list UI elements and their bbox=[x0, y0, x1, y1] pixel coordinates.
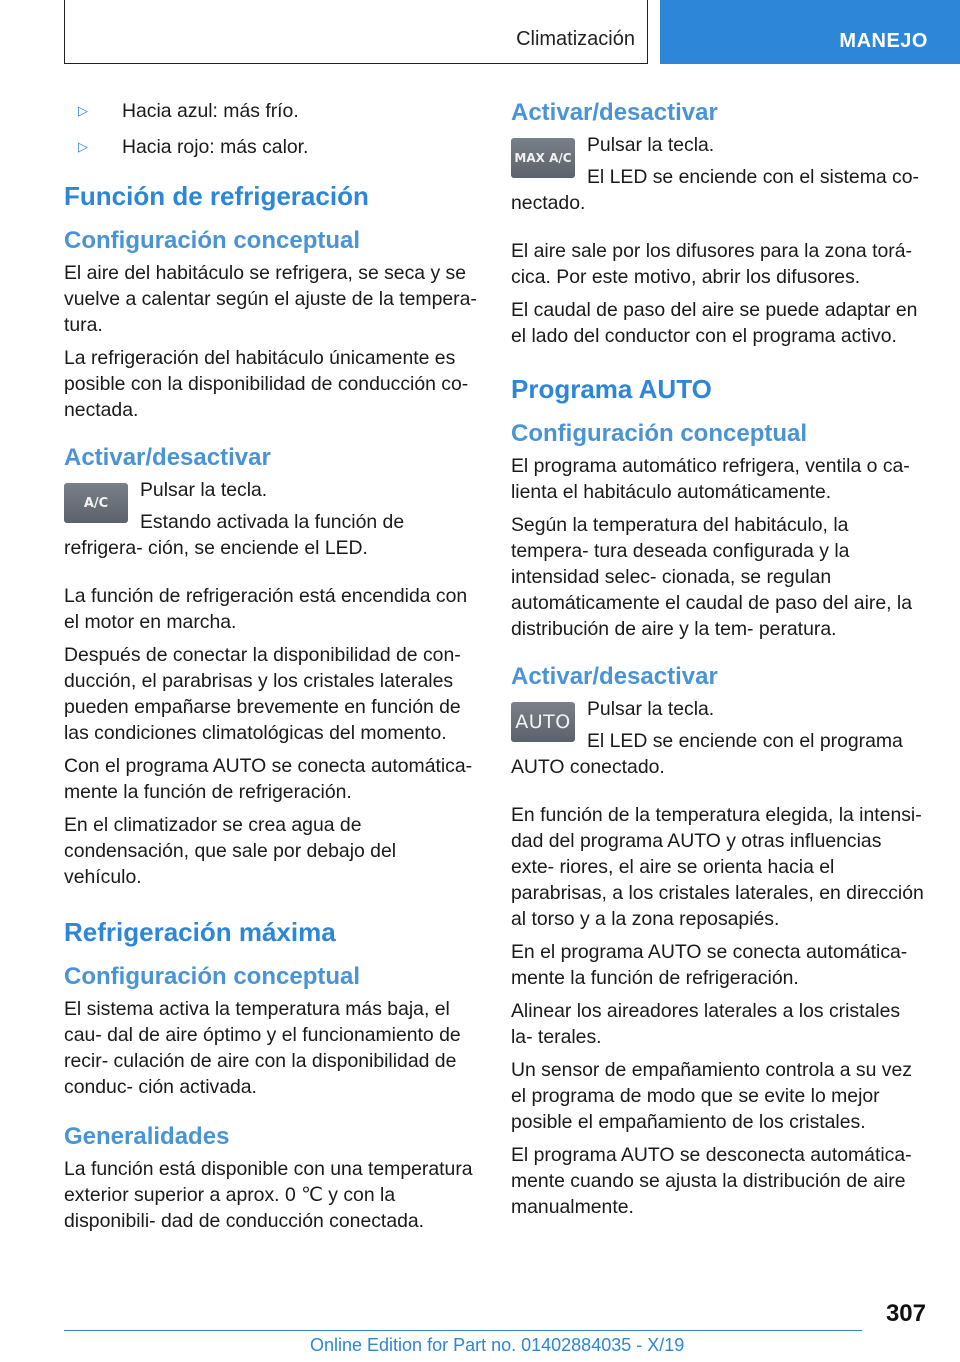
heading-general: Generalidades bbox=[64, 1123, 230, 1150]
ac-key-icon: A/C bbox=[64, 483, 128, 523]
paragraph: La función de refrigeración está encendida con el motor en marcha. bbox=[64, 585, 468, 633]
paragraph: La refrigeración del habitáculo únicamente es posible con la disponibilidad de conducción co‐ nectada. bbox=[64, 347, 469, 421]
heading-cooling-toggle: Activar/desactivar bbox=[64, 444, 271, 471]
auto-key-block bbox=[511, 696, 925, 786]
list-item bbox=[64, 134, 478, 160]
right-column bbox=[511, 98, 925, 1227]
list-item-text: Hacia rojo: más calor. bbox=[122, 136, 309, 158]
list-item-text: Hacia azul: más frío. bbox=[122, 100, 299, 122]
footer-divider bbox=[64, 1330, 862, 1331]
paragraph: Alinear los aireadores laterales a los cristales la‐ terales. bbox=[511, 1000, 901, 1048]
max-ac-key-block bbox=[511, 132, 925, 222]
heading-max-toggle: Activar/desactivar bbox=[511, 99, 718, 126]
heading-auto-program: Programa AUTO bbox=[511, 374, 712, 404]
paragraph: El caudal de paso del aire se puede adaptar en el lado del conductor con el programa activo. bbox=[511, 299, 918, 347]
section-title: Climatización bbox=[516, 28, 635, 50]
paragraph: En el programa AUTO se conecta automática‐ mente la función de refrigeración. bbox=[511, 941, 908, 989]
ac-key-block bbox=[64, 477, 478, 567]
chapter-tab[interactable] bbox=[660, 0, 960, 64]
max-ac-key-icon: MAX A/C bbox=[511, 138, 575, 178]
triangle-bullet-icon: ▷ bbox=[78, 103, 88, 118]
paragraph: Pulsar la tecla. bbox=[587, 698, 715, 720]
auto-key-icon: AUTO bbox=[511, 702, 575, 742]
paragraph: Con el programa AUTO se conecta automática‐ mente la función de refrigeración. bbox=[64, 755, 473, 803]
paragraph: El programa automático refrigera, ventila o ca‐ lienta el habitáculo automáticamente. bbox=[511, 455, 910, 503]
triangle-bullet-icon: ▷ bbox=[78, 139, 88, 154]
paragraph: En función de la temperatura elegida, la intensi‐ dad del programa AUTO y otras influencias exte‐ riores, el aire se orienta hacia el parabrisas, a los cristales laterales, en dirección al torso y a la zona reposapiés. bbox=[511, 804, 924, 930]
heading-auto-toggle: Activar/desactivar bbox=[511, 663, 718, 690]
paragraph: Pulsar la tecla. bbox=[140, 479, 268, 501]
paragraph: El sistema activa la temperatura más baja, el cau‐ dal de aire óptimo y el funcionamiento de recir‐ culación de aire con la disponibilidad de conduc‐ ción activada. bbox=[64, 998, 461, 1098]
page-number: 307 bbox=[885, 1300, 926, 1327]
heading-cooling-function: Función de refrigeración bbox=[64, 181, 369, 211]
heading-max-cooling: Refrigeración máxima bbox=[64, 917, 336, 947]
left-column bbox=[64, 98, 478, 1241]
paragraph: Después de conectar la disponibilidad de con‐ ducción, el parabrisas y los cristales laterales pueden empañarse brevemente en función de las condiciones climatológicas del momento. bbox=[64, 644, 461, 744]
paragraph: Estando activada la función de refrigera‐ ción, se enciende el LED. bbox=[64, 511, 405, 559]
paragraph: El programa AUTO se desconecta automática‐ mente cuando se ajusta la distribución de aire manualmente. bbox=[511, 1144, 912, 1218]
paragraph: Pulsar la tecla. bbox=[587, 134, 715, 156]
list-item bbox=[64, 98, 478, 124]
heading-auto-concept: Configuración conceptual bbox=[511, 420, 808, 447]
paragraph: La función está disponible con una temperatura exterior superior a aprox. 0 ℃ y con la disponibili‐ dad de conducción conectada. bbox=[64, 1158, 473, 1232]
paragraph: El aire del habitáculo se refrigera, se seca y se vuelve a calentar según el ajuste de la tempera‐ tura. bbox=[64, 262, 477, 336]
chapter-tab-label: MANEJO bbox=[839, 30, 928, 52]
paragraph: En el climatizador se crea agua de condensación, que sale por debajo del vehículo. bbox=[64, 814, 397, 888]
heading-max-concept: Configuración conceptual bbox=[64, 963, 361, 990]
paragraph: El LED se enciende con el sistema co‐ nectado. bbox=[511, 166, 919, 214]
paragraph: Según la temperatura del habitáculo, la tempera‐ tura deseada configurada y la intensidad selec‐ cionada, se regulan automáticamente el caudal de paso del aire, la distribución de aire y la tem‐ peratura. bbox=[511, 514, 912, 640]
paragraph: El aire sale por los difusores para la zona torá‐ cica. Por este motivo, abrir los difusores. bbox=[511, 240, 912, 288]
header-section-box bbox=[64, 0, 648, 64]
heading-cooling-concept: Configuración conceptual bbox=[64, 227, 361, 254]
paragraph: El LED se enciende con el programa AUTO conectado. bbox=[511, 730, 903, 778]
footer-edition: Online Edition for Part no. 01402884035 - X/19 bbox=[310, 1335, 685, 1355]
paragraph: Un sensor de empañamiento controla a su vez el programa de modo que se evite lo mejor posible el empañamiento de los cristales. bbox=[511, 1059, 912, 1133]
